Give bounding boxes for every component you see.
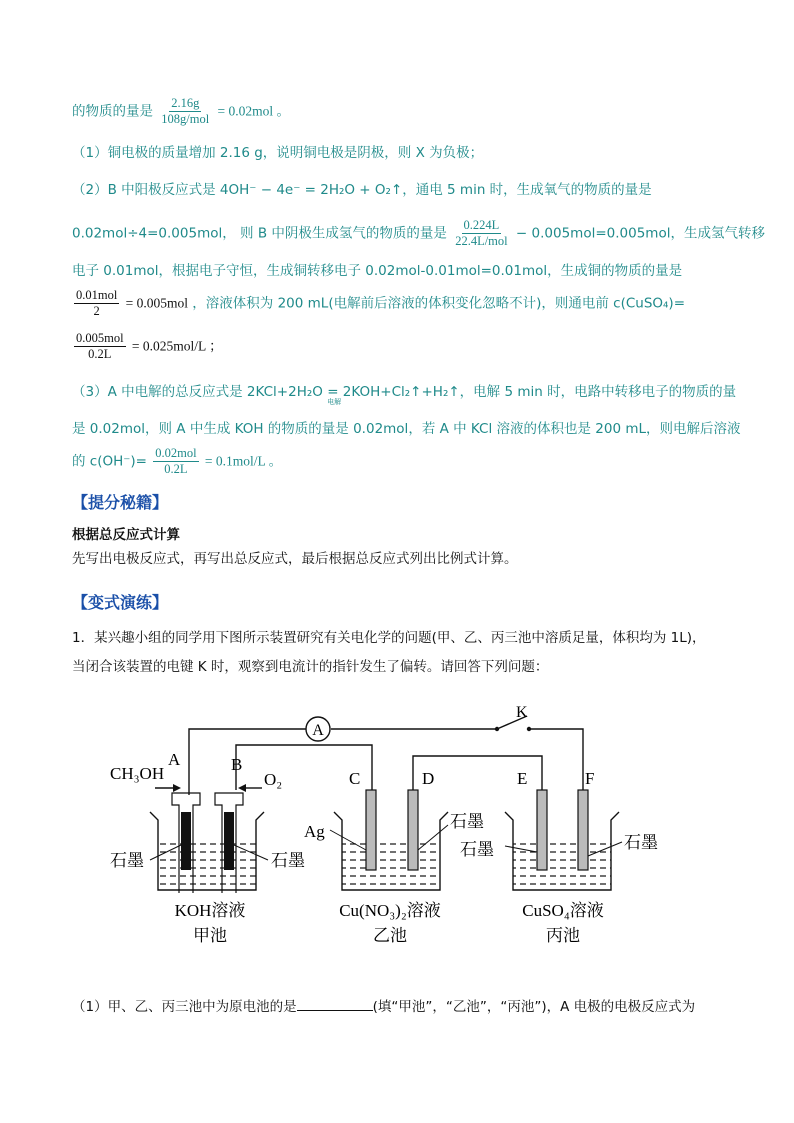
denominator: 2 bbox=[93, 304, 100, 318]
text: − 0.005mol=0.005mol，生成氢气转移 bbox=[515, 225, 765, 242]
cell-label: 乙池 bbox=[373, 926, 407, 945]
question-1-line-1: 1．某兴趣小组的同学用下图所示装置研究有关电化学的问题(甲、乙、丙三池中溶质足量，体积均为 1L)， bbox=[72, 630, 706, 646]
cell-label: 甲池 bbox=[193, 926, 227, 945]
switch-label: K bbox=[516, 704, 528, 721]
text: 0.02mol÷4=0.005mol， 则 B 中阴极生成氢气的物质的量是 bbox=[72, 225, 447, 242]
graphite-label: 石墨 bbox=[271, 851, 305, 870]
graphite-label: 石墨 bbox=[450, 812, 484, 831]
solution-label: Cu(NO₃)₂溶液 bbox=[339, 901, 441, 920]
tips-header: 【提分秘籍】 bbox=[72, 493, 169, 512]
ammeter bbox=[306, 717, 330, 741]
tips-text: 先写出电极反应式，再写出总反应式，最后根据总反应式列出比例式计算。 bbox=[72, 551, 518, 567]
solution-line-1: （1）铜电极的质量增加 2.16 g，说明铜电极是阴极，则 X 为负极； bbox=[72, 145, 484, 161]
graphite-label: 石墨 bbox=[460, 840, 494, 859]
numerator: 0.005mol bbox=[76, 331, 124, 345]
text: = 0.025mol/L ； bbox=[131, 338, 223, 354]
solution-label: CuSO₄溶液 bbox=[522, 901, 604, 920]
numerator: 0.224L bbox=[463, 218, 500, 232]
ammeter-label: A bbox=[312, 722, 324, 739]
tips-subtitle: 根据总反应式计算 bbox=[72, 527, 180, 543]
cell-label: 丙池 bbox=[546, 926, 580, 945]
text: 2KOH+Cl₂↑+H₂↑，电解 5 min 时，电路中转移电子的物质的量 bbox=[342, 384, 737, 400]
text: (填“甲池”，“乙池”，“丙池”)，A 电极的电极反应式为 bbox=[372, 999, 696, 1015]
solution-line-2: （2）B 中阳极反应式是 4OH⁻ − 4e⁻ = 2H₂O + O₂↑，通电 5 min 时，生成氧气的物质的量是 bbox=[72, 182, 652, 198]
text: = 0.005mol bbox=[125, 295, 188, 311]
sub-question-1 bbox=[72, 997, 724, 1017]
text: = 0.1mol/L 。 bbox=[204, 453, 283, 469]
solution-line-4: 电子 0.01mol，根据电子守恒，生成铜转移电子 0.02mol-0.01mol=0.01mol，生成铜的物质的量是 bbox=[72, 263, 683, 279]
switch-k[interactable] bbox=[495, 704, 531, 731]
denominator: 108g/mol bbox=[161, 112, 210, 126]
cell-2 bbox=[304, 769, 484, 945]
electrode-e-label: E bbox=[517, 769, 528, 788]
answer-blank[interactable] bbox=[297, 998, 373, 1011]
numerator: 0.01mol bbox=[76, 288, 118, 302]
text: （1）甲、乙、丙三池中为原电池的是 bbox=[72, 999, 297, 1015]
electrode-a-label: A bbox=[168, 750, 181, 769]
denominator: 22.4L/mol bbox=[455, 234, 508, 248]
numerator: 2.16g bbox=[171, 96, 200, 110]
cell-1 bbox=[110, 750, 305, 945]
methanol-label: CH₃OH bbox=[110, 764, 165, 783]
text: 的 c(OH⁻)= bbox=[72, 453, 147, 470]
graphite-label: 石墨 bbox=[624, 833, 658, 852]
text: = 0.02mol 。 bbox=[217, 103, 291, 119]
solution-line-8: 是 0.02mol，则 A 中生成 KOH 的物质的量是 0.02mol，若 A 中 KCl 溶液的体积也是 200 mL，则电解后溶液 bbox=[72, 421, 741, 437]
graphite-label: 石墨 bbox=[110, 851, 144, 870]
text: 的物质的量是 bbox=[72, 103, 153, 120]
text: ，溶液体积为 200 mL(电解前后溶液的体积变化忽略不计)，则通电前 c(CuSO₄)= bbox=[192, 295, 685, 312]
denominator: 0.2L bbox=[88, 347, 112, 361]
electrode-b-label: B bbox=[231, 755, 243, 774]
practice-header: 【变式演练】 bbox=[72, 593, 169, 612]
electrode-d-label: D bbox=[422, 769, 435, 788]
reaction-arrow: = 电解 bbox=[327, 382, 338, 402]
electrode-c-label: C bbox=[349, 769, 361, 788]
numerator: 0.02mol bbox=[155, 446, 197, 460]
solution-label: KOH溶液 bbox=[174, 901, 246, 920]
text: （3）A 中电解的总反应式是 2KCl+2H₂O bbox=[72, 384, 323, 400]
cell-3 bbox=[460, 769, 658, 945]
oxygen-label: O₂ bbox=[264, 770, 283, 789]
silver-label: Ag bbox=[304, 822, 325, 841]
question-1-line-2: 当闭合该装置的电键 K 时，观察到电流计的指针发生了偏转。请回答下列问题： bbox=[72, 659, 549, 675]
condition-label: 电解 bbox=[327, 398, 342, 406]
electrode-f-label: F bbox=[585, 769, 595, 788]
denominator: 0.2L bbox=[164, 462, 188, 476]
